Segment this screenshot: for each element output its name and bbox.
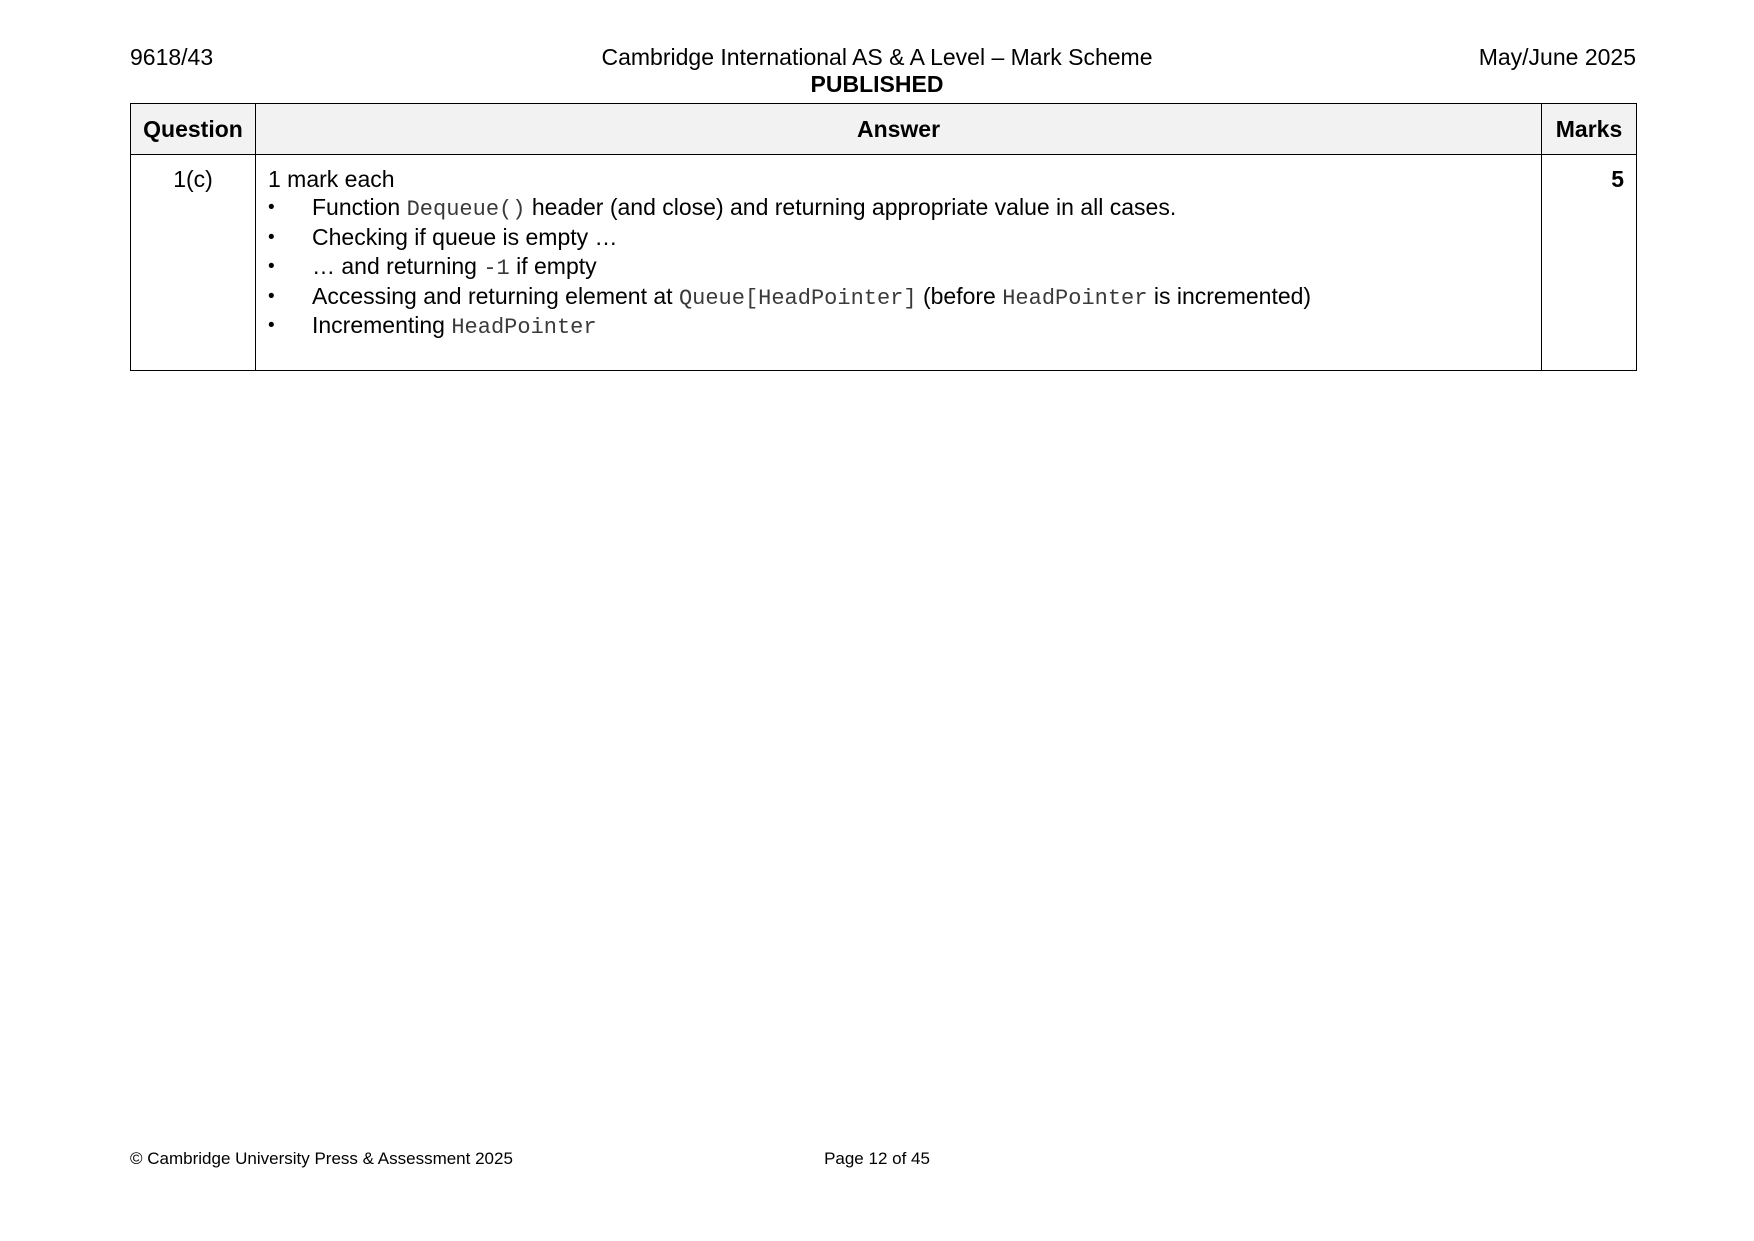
mark-point [268, 193, 1529, 223]
paper-code: 9618/43 [130, 44, 214, 70]
bullet-icon: • [268, 256, 275, 277]
code-text: -1 [483, 256, 510, 281]
table-row [131, 155, 1637, 371]
mark-point-text: Function [312, 194, 407, 220]
bullet-icon: • [268, 226, 275, 248]
mark-point-text: … and returning [312, 253, 484, 279]
mark-point [268, 311, 1529, 341]
mark-point [268, 223, 1529, 253]
table-header-row [131, 104, 1637, 155]
column-header-marks: Marks [1542, 104, 1637, 155]
mark-point-text: is incremented) [1147, 282, 1312, 309]
published-status: PUBLISHED [810, 71, 944, 97]
marks-value: 5 [1542, 155, 1637, 371]
code-text: HeadPointer [1002, 285, 1148, 311]
bullet-icon: • [268, 197, 275, 218]
mark-point-text: (before [916, 282, 1003, 309]
code-text: Dequeue() [406, 197, 526, 222]
code-text: HeadPointer [451, 315, 597, 340]
mark-point [268, 252, 1529, 282]
mark-point-text: if empty [509, 253, 597, 279]
bullet-icon: • [268, 315, 275, 336]
mark-scheme-table [130, 103, 1637, 371]
exam-session: May/June 2025 [1478, 44, 1636, 70]
answer-cell [256, 155, 1542, 371]
mark-point [268, 282, 1529, 312]
page-number: Page 12 of 45 [824, 1149, 930, 1168]
mark-point-text: Incrementing [312, 312, 452, 338]
column-header-answer: Answer [256, 104, 1542, 155]
code-text: Queue[HeadPointer] [678, 285, 917, 311]
mark-points-list [268, 193, 1529, 341]
mark-point-text: Accessing and returning element at [312, 282, 679, 309]
copyright-notice: © Cambridge University Press & Assessment 2025 [130, 1149, 513, 1168]
bullet-icon: • [268, 285, 275, 307]
column-header-question: Question [131, 104, 256, 155]
question-number: 1(c) [131, 155, 256, 371]
mark-point-text: header (and close) and returning appropriate value in all cases. [525, 194, 1177, 220]
mark-point-text: Checking if queue is empty … [312, 223, 618, 250]
answer-intro: 1 mark each [268, 166, 395, 192]
document-title: Cambridge International AS & A Level – Mark Scheme [601, 44, 1153, 70]
